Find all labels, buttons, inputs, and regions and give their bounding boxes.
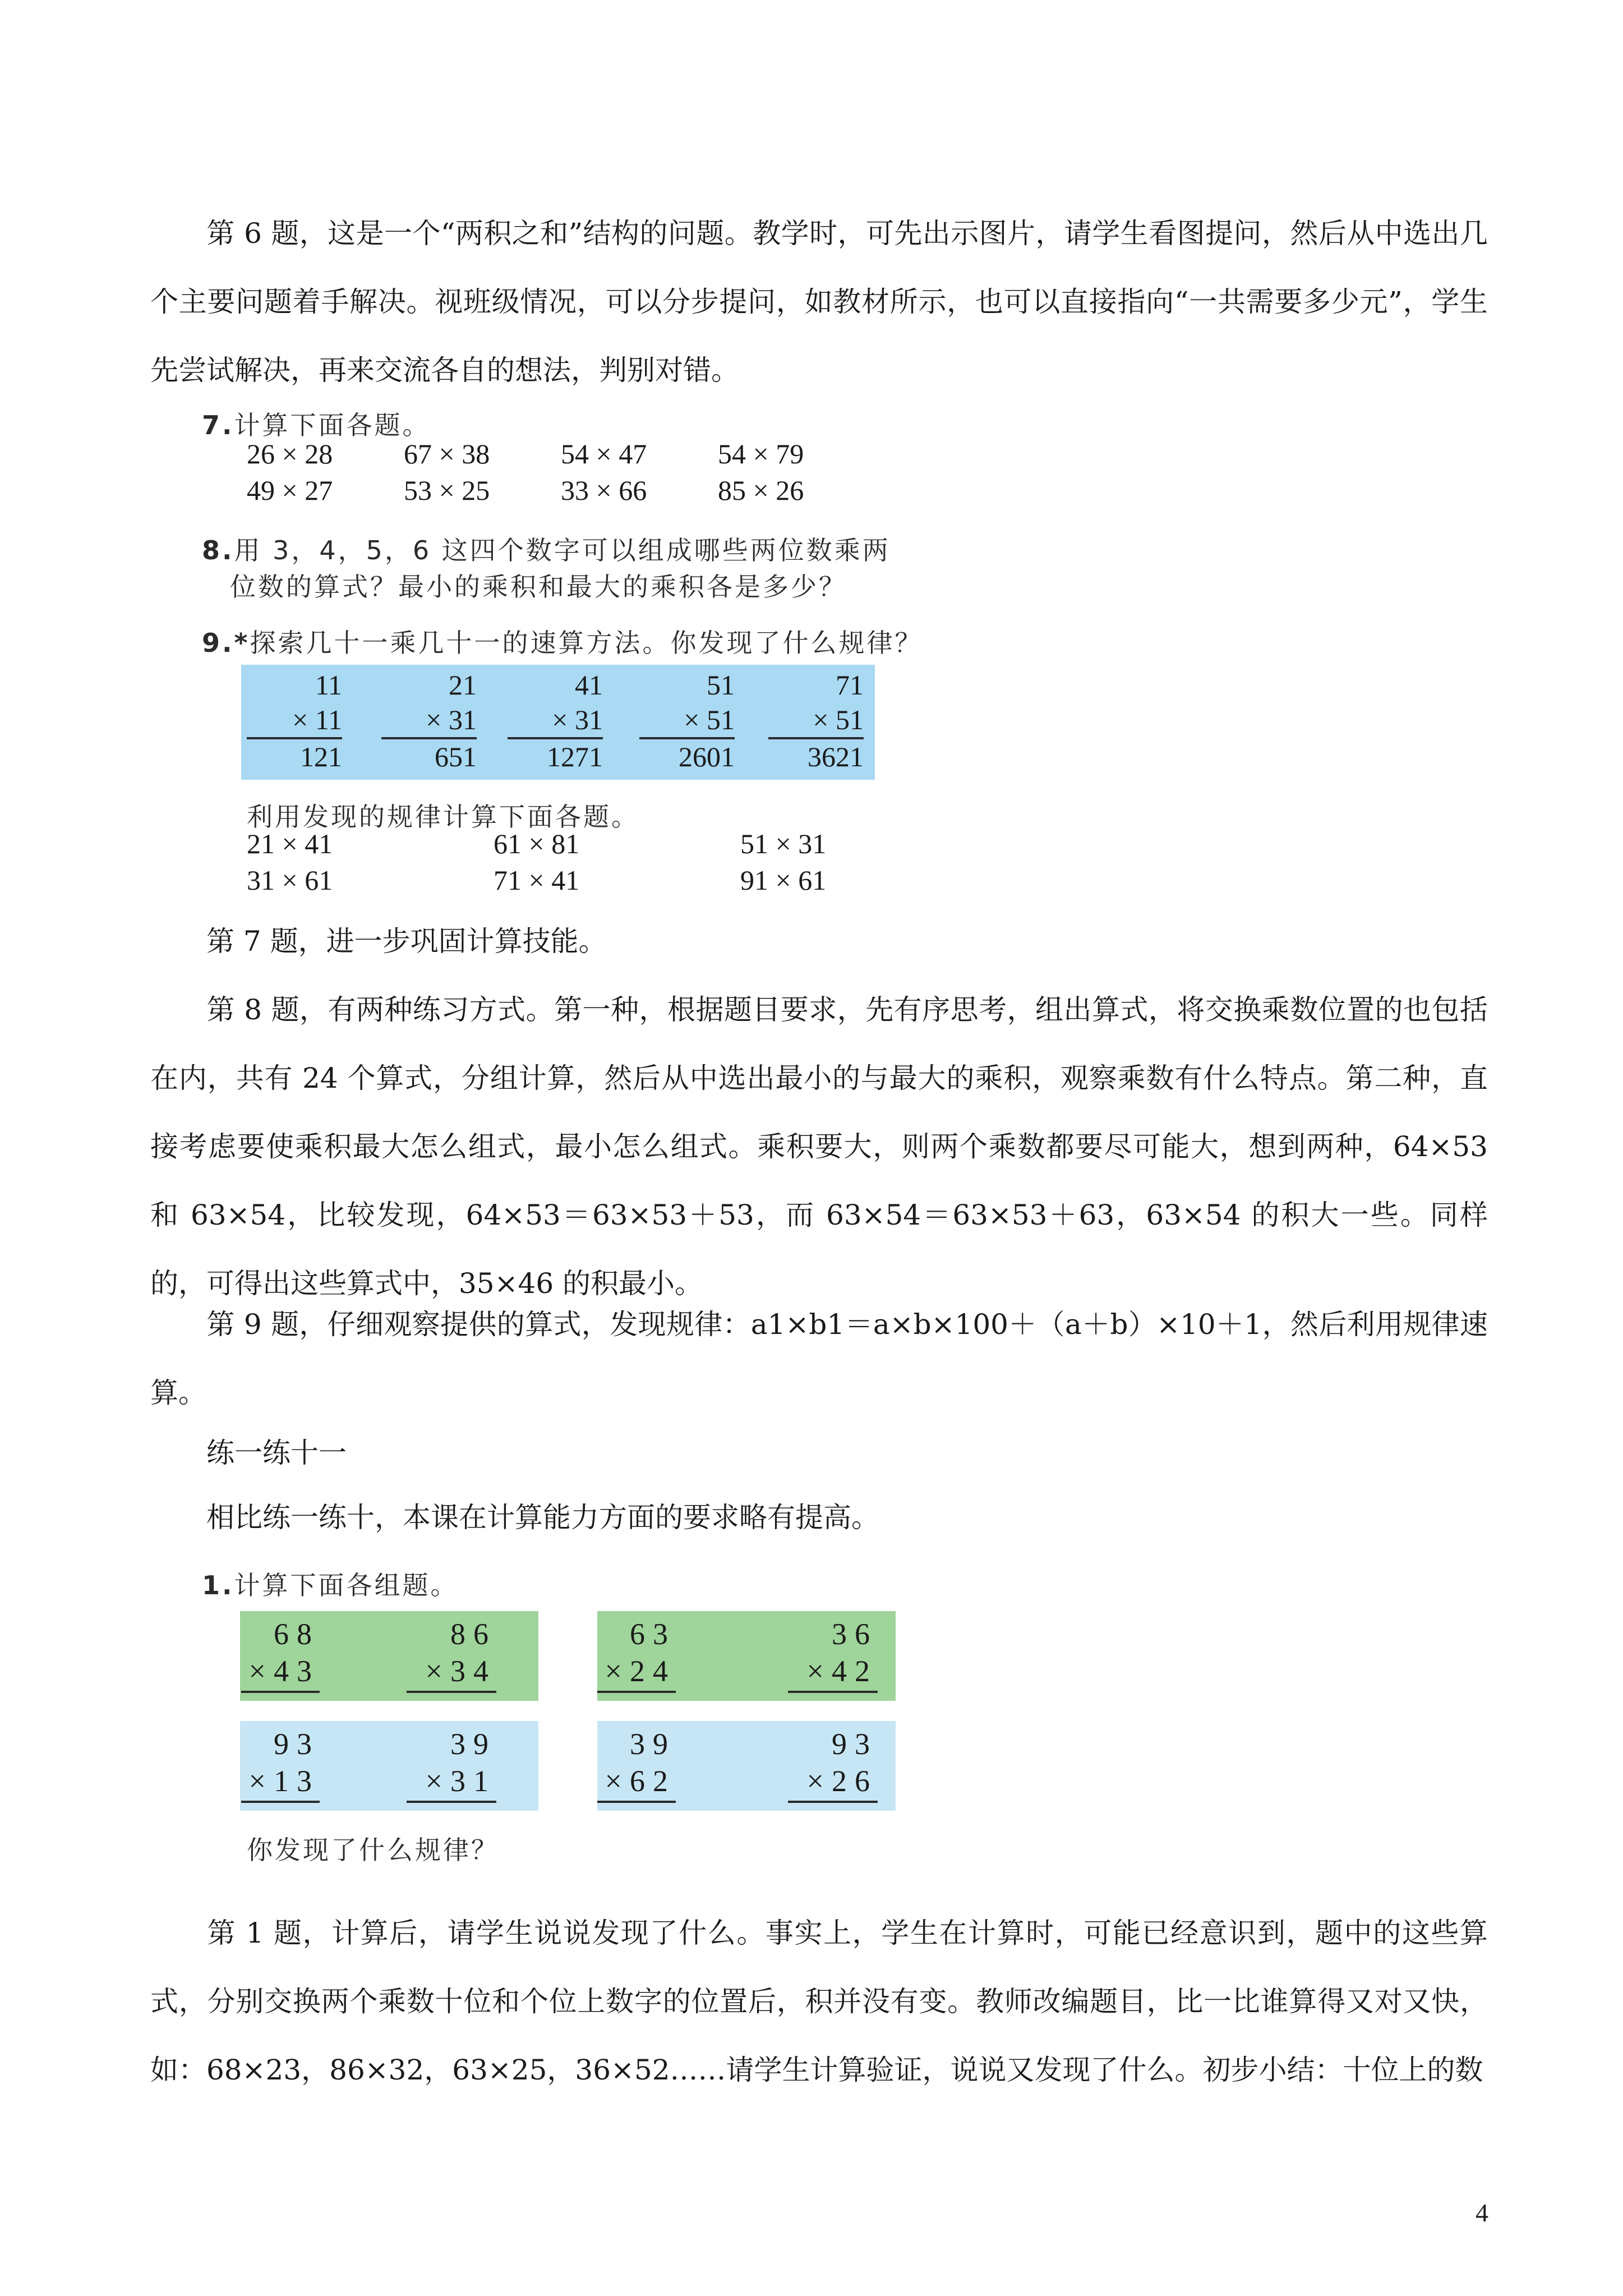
- multiplicand: 11: [315, 669, 342, 701]
- q7-expr: 33 × 66: [561, 475, 647, 506]
- q7-title: 7.计算下面各题。: [202, 410, 431, 440]
- vertical-multiplication: [639, 668, 735, 774]
- vertical-multiplication: 93 ×13: [241, 1726, 320, 1803]
- q7-expr: 26 × 28: [247, 438, 333, 470]
- paragraph-q8: 第 8 题，有两种练习方式。第一种，根据题目要求，先有序思考，组出算式，将交换乘数位置的也包括在内，共有 24 个算式，分组计算，然后从中选出最小的与最大的乘积，观察乘数有什么特点。第二种，直接考虑要使乘积最大怎么组式，最小怎么组式。乘积要大，则两个乘数都要尽可能大，想到两种，64×53 和 63×54，比较发现，64×53＝63×53＋53，而 63×54＝63×53＋63，63×54 的积大一些。同样的，可得出这些算式中，35×46 的积最小。: [150, 993, 1488, 1300]
- q9-expr: 31 × 61: [247, 864, 333, 896]
- paragraph-q1: 第 1 题，计算后，请学生说说发现了什么。事实上，学生在计算时，可能已经意识到，题中的这些算式，分别交换两个乘数十位和个位上数字的位置后，积并没有变。教师改编题目，比一比谁算得又对又快，如：68×23，86×32，63×25，36×52……请学生计算验证，说说又发现了什么。初步小结：十位上的数: [150, 1917, 1488, 2086]
- q9-expr: 91 × 61: [740, 864, 827, 896]
- product: 651: [381, 737, 477, 774]
- vertical-multiplication: 39 ×62: [597, 1726, 676, 1803]
- vertical-multiplication: [381, 668, 477, 774]
- vertical-multiplication: [508, 668, 603, 774]
- q9-expr: 51 × 31: [740, 828, 827, 859]
- product: 121: [247, 737, 342, 774]
- q7-expr: 49 × 27: [247, 475, 333, 506]
- vertical-multiplication: 93 ×26: [788, 1726, 878, 1803]
- q9-rule-title: 利用发现的规律计算下面各题。: [247, 802, 639, 832]
- q8-line2: 位数的算式？最小的乘积和最大的乘积各是多少？: [230, 572, 847, 602]
- multiplicand: 21: [449, 669, 477, 701]
- q9-expr: 61 × 81: [494, 828, 580, 859]
- multiplier: × 11: [292, 704, 342, 735]
- q7-expr: 53 × 25: [404, 475, 490, 506]
- q9-expr: 71 × 41: [494, 864, 580, 896]
- paragraph-q6: 第 6 题，这是一个“两积之和”结构的问题。教学时，可先出示图片，请学生看图提问，然后从中选出几个主要问题着手解决。视班级情况，可以分步提问，如教材所示，也可以直接指向“一共需要多少元”，学生先尝试解决，再来交流各自的想法，判别对错。: [150, 217, 1488, 386]
- section-heading: 练一练十一: [206, 1437, 347, 1469]
- q7-expr: 67 × 38: [404, 438, 490, 470]
- q9-expr: 21 × 41: [247, 828, 333, 859]
- vertical-multiplication: 36 ×42: [788, 1616, 878, 1693]
- vertical-multiplication: 63 ×24: [597, 1616, 676, 1693]
- page-number: 4: [1476, 2198, 1488, 2227]
- q7-expr: 54 × 79: [718, 438, 804, 470]
- exercise1-title: 1.计算下面各组题。: [202, 1570, 459, 1600]
- paragraph-q9: 第 9 题，仔细观察提供的算式，发现规律：a1×b1＝a×b×100＋（a＋b）×10＋1，然后利用规律速算。: [150, 1308, 1488, 1409]
- paragraph-q7: 第 7 题，进一步巩固计算技能。: [206, 925, 607, 958]
- exercise1-question: 你发现了什么规律？: [247, 1835, 499, 1865]
- vertical-multiplication: 68 ×43: [241, 1616, 320, 1693]
- vertical-multiplication: 39 ×31: [407, 1726, 496, 1803]
- multiplicand: 71: [836, 669, 864, 701]
- section-intro: 相比练一练十，本课在计算能力方面的要求略有提高。: [206, 1501, 879, 1534]
- multiplicand: 51: [707, 669, 735, 701]
- product: 1271: [508, 737, 603, 774]
- multiplier: × 31: [552, 704, 603, 735]
- q9-title: 9.*探索几十一乘几十一的速算方法。你发现了什么规律？: [202, 628, 923, 658]
- vertical-multiplication: [247, 668, 342, 774]
- multiplicand: 41: [575, 669, 603, 701]
- multiplier: × 51: [813, 704, 864, 735]
- q8-line1: 8.用 3，4，5，6 这四个数字可以组成哪些两位数乘两: [202, 535, 891, 565]
- multiplier: × 51: [684, 704, 735, 735]
- vertical-multiplication: 86 ×34: [407, 1616, 496, 1693]
- multiplier: × 31: [426, 704, 477, 735]
- product: 3621: [768, 737, 864, 774]
- q7-expr: 85 × 26: [718, 475, 804, 506]
- vertical-multiplication: [768, 668, 864, 774]
- q7-expr: 54 × 47: [561, 438, 647, 470]
- product: 2601: [639, 737, 735, 774]
